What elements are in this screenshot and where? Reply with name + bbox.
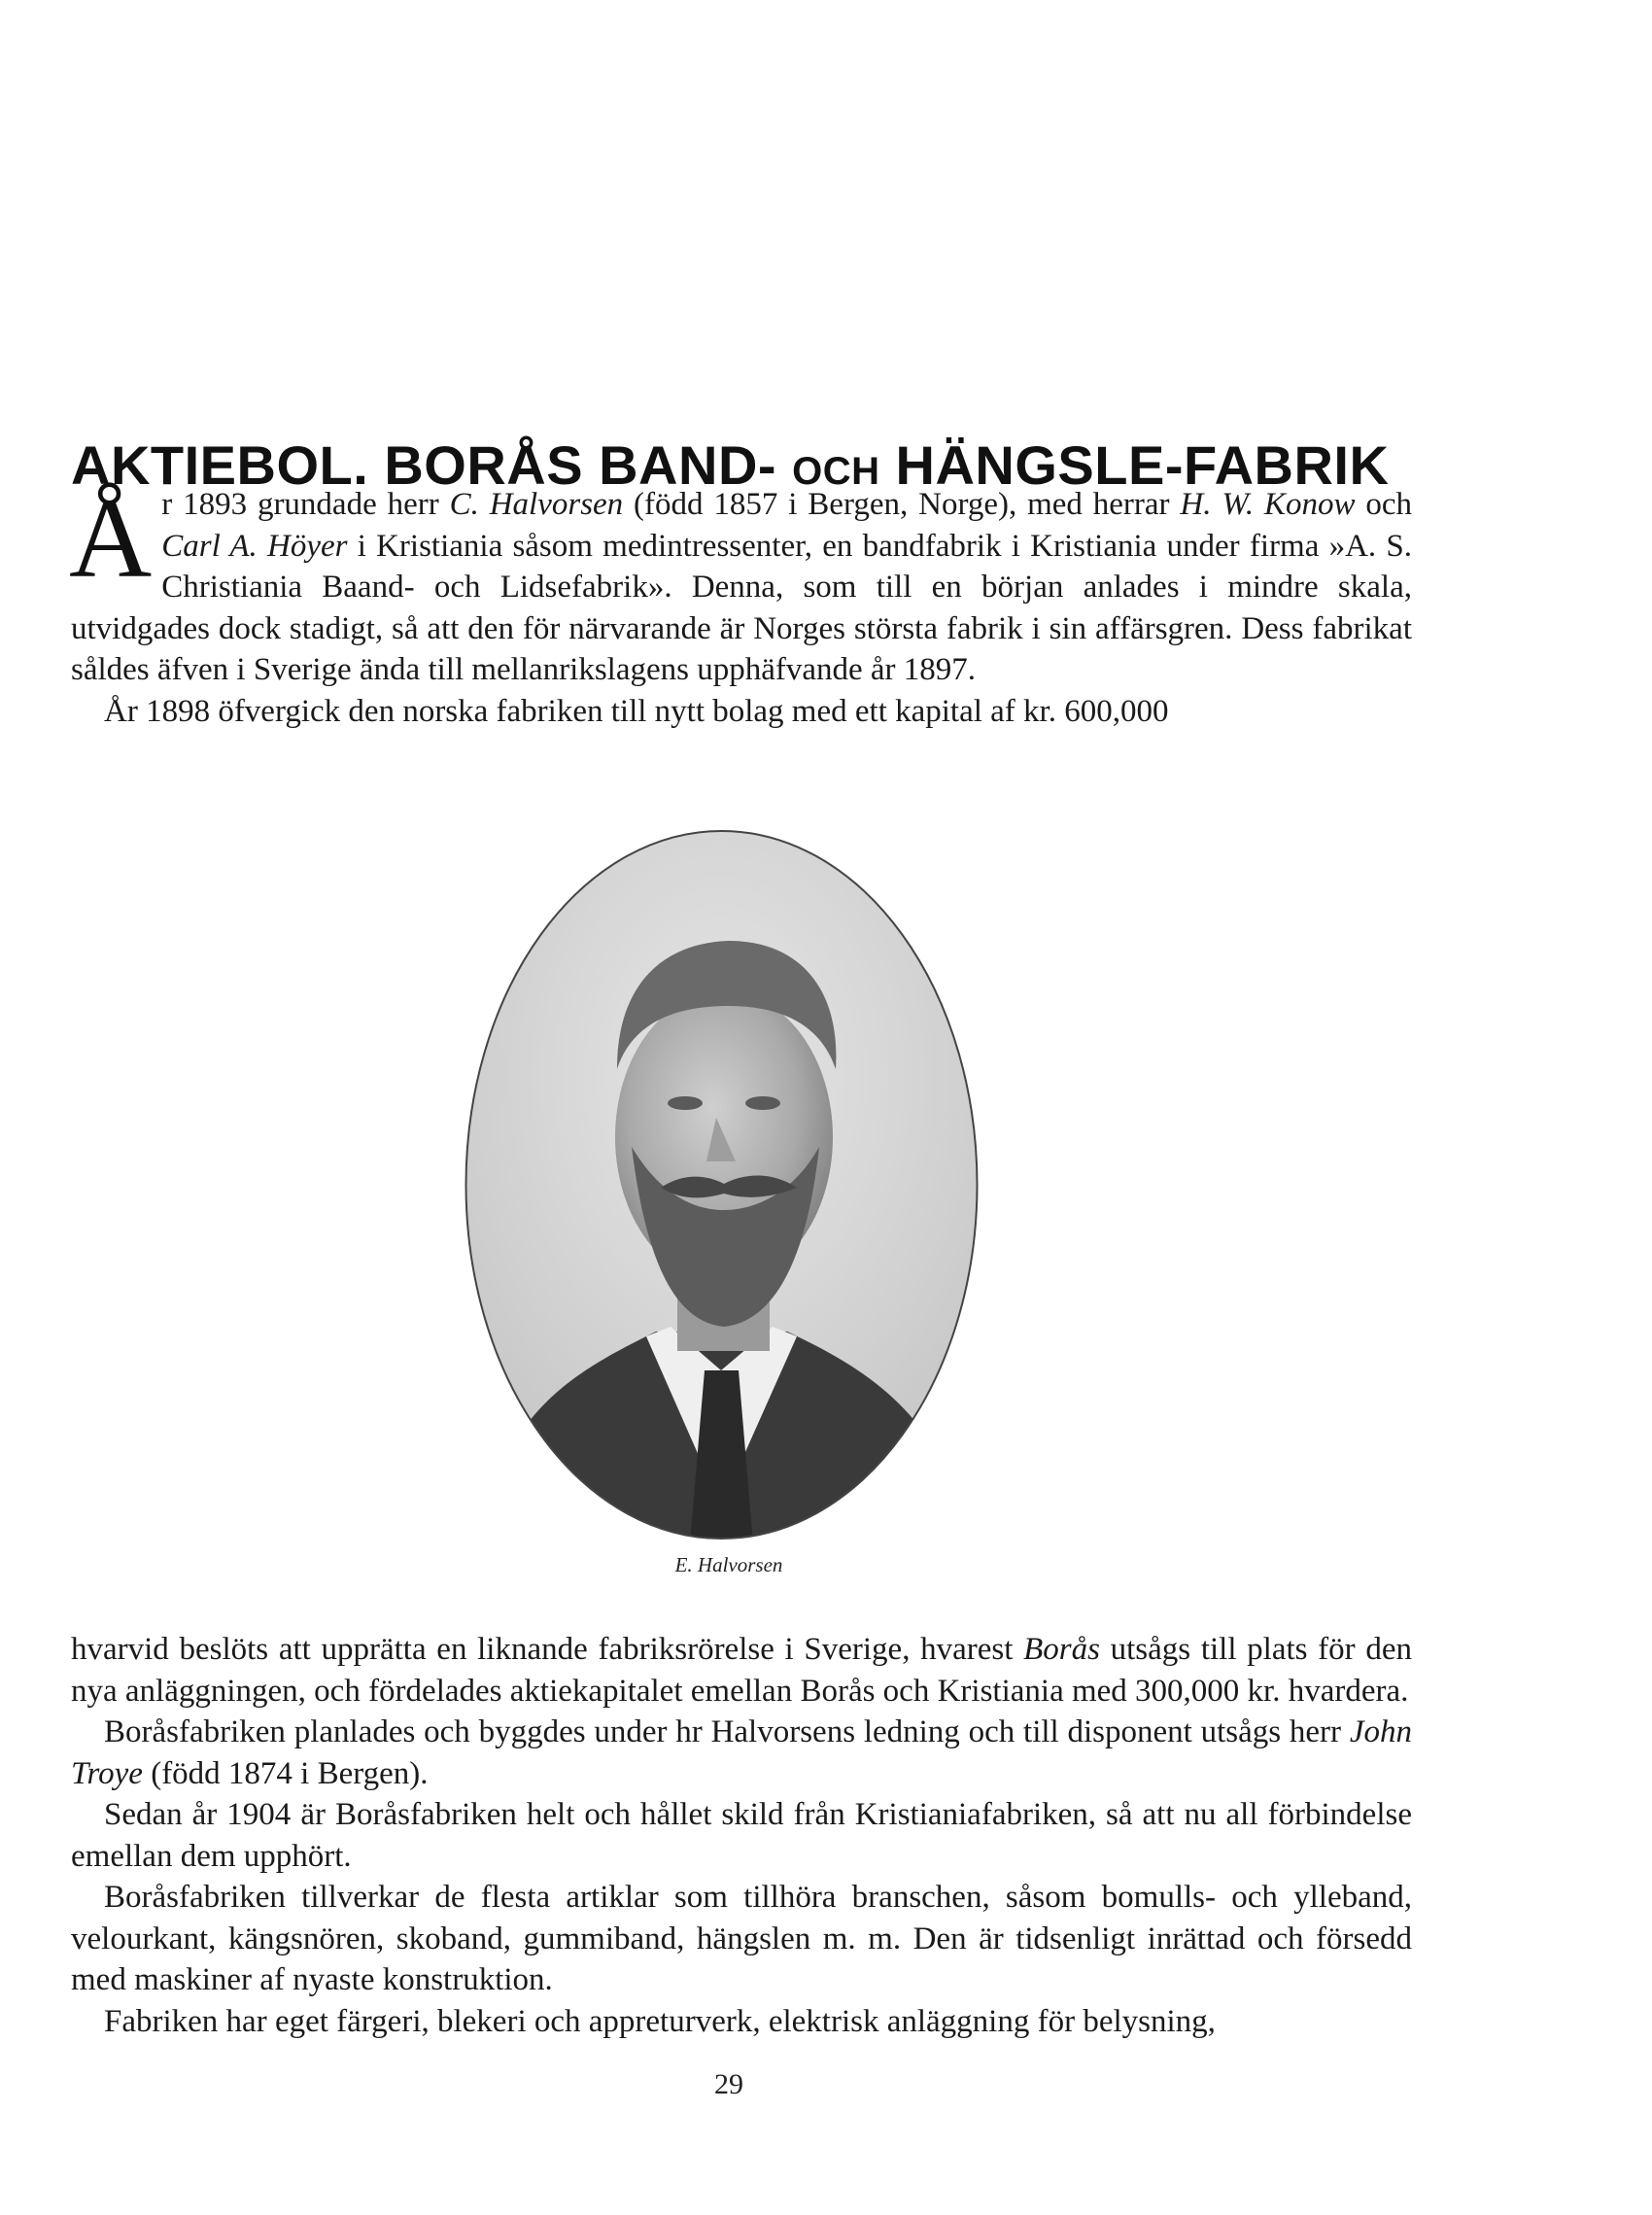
paragraph [71, 1794, 1412, 1877]
text-run: Sedan år 1904 är Boråsfabriken helt och hållet skild från Kristianiafabriken, så att nu all förbindelse emellan dem upphört. [71, 1797, 1412, 1874]
text-run: (född 1857 i Bergen, Norge), med herrar [623, 487, 1181, 522]
text-run: Boråsfabriken planlades och byggdes under hr Halvorsens ledning och till disponent utsågs herr [104, 1714, 1350, 1749]
text-run: hvarvid beslöts att upprätta en liknande fabriksrörelse i Sverige, hvarest [71, 1632, 1024, 1667]
italic-name: Carl A. Höyer [161, 528, 348, 564]
portrait-photo [462, 826, 981, 1543]
intro-paragraph [69, 474, 1412, 691]
title-part-1: AKTIEBOL. BORÅS BAND- [71, 433, 777, 496]
portrait-caption: E. Halvorsen [674, 1553, 783, 1576]
text-run: r 1893 grundade herr [161, 487, 450, 522]
text-run: och [1355, 487, 1412, 522]
continuation-section [71, 1629, 1412, 2042]
intro-section [69, 474, 1412, 732]
italic-name: John Troye [71, 1714, 1412, 1791]
italic-name: Borås [1023, 1632, 1100, 1667]
paragraph [71, 1712, 1412, 1794]
text-run: Boråsfabriken tillverkar de flesta artiklar som tillhöra branschen, såsom bomulls- och ylleband, velourkant, kängsnören, skoband, gummiband, hängslen m. m. Den är tidsenligt inrättad och försedd med maskiner af nyaste konstruktion. [71, 1880, 1412, 1997]
text-run: i Kristiania såsom medintressenter, en bandfabrik i Kristiania under firma »A. S. Christiania Baand- och Lidsefabrik». Denna, som till en början anlades i mindre skala, utvidgades dock stadigt, så att den för närvarande är Norges största fabrik i sin affärsgren. Dess fabrikat såldes äfven i Sverige ända till mellanrikslagens upphäfvande år 1897. [71, 528, 1412, 687]
text-run: utsågs till plats för den nya anläggningen, och fördelades aktiekapitalet emellan Borås och Kristiania med 300,000 kr. hvardera. [71, 1632, 1412, 1709]
portrait-figure [462, 826, 981, 1543]
text-run: (född 1874 i Bergen). [142, 1755, 429, 1791]
italic-name: H. W. Konow [1180, 487, 1356, 522]
title-part-2: HÄNGSLE-FABRIK [895, 433, 1390, 496]
paragraph-1898: År 1898 öfvergick den norska fabriken till nytt bolag med ett kapital af kr. 600,000 [104, 693, 1169, 729]
paragraph [71, 1629, 1412, 1712]
page-number: 29 [714, 2068, 743, 2100]
title-small-caps: OCH [792, 449, 880, 493]
text-run: Fabriken har eget färgeri, blekeri och appreturverk, elektrisk anläggning för belysning, [104, 2003, 1216, 2039]
paragraph [71, 1877, 1412, 2001]
italic-name: C. Halvorsen [449, 487, 624, 522]
drop-cap: Å [69, 474, 153, 602]
paragraph [71, 2001, 1412, 2043]
